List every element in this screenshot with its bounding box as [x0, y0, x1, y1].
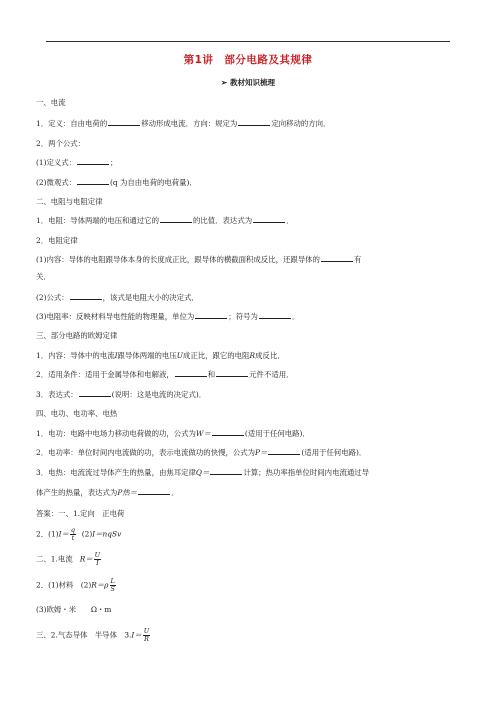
answer-law: 2．(1)材料 (2)R＝ρ $\frac{L}{S}$ — [36, 577, 115, 593]
subheading-text: 教材知识梳理 — [229, 78, 275, 87]
resistivity-line: (3)电阻率：反映材料导电性能的物理量，单位为 ；符号为 ． — [36, 312, 300, 321]
definition-line: 1．定义：自由电荷的 移动形成电流．方向：规定为 定向移动的方向． — [36, 119, 331, 128]
blank — [321, 254, 353, 262]
law-content-line: (1)内容：导体的电阻跟导体本身的长度成正比，跟导体的横截面积成反比，还跟导体的 有 — [36, 255, 362, 264]
heading-current: 一、电流 — [36, 98, 66, 107]
blank — [259, 311, 291, 319]
blank — [195, 311, 227, 319]
resistance-law-heading: 2．电阻定律 — [36, 236, 78, 245]
blank — [77, 157, 109, 165]
top-rule — [46, 41, 450, 42]
resistance-line: 1．电阻：导体两端的电压和通过它的 的比值．表达式为 ． — [36, 216, 294, 225]
definition-formula-line: (1)定义式： ； — [36, 158, 118, 167]
blank — [160, 215, 192, 223]
blank — [138, 487, 170, 495]
blank — [79, 389, 111, 397]
blank — [70, 292, 102, 300]
page-title: 第1讲 部分电路及其规律 — [183, 54, 313, 66]
blank — [238, 118, 270, 126]
expression-line: 3．表达式： (说明：这是电流的决定式)． — [36, 390, 207, 399]
heading-ohms-law: 三、部分电路的欧姆定律 — [36, 331, 118, 340]
heading-power: 四、电功、电功率、电热 — [36, 409, 118, 418]
section-subheading — [0, 77, 496, 88]
micro-formula-line: (2)微观式： (q 为自由电荷的电荷量)． — [36, 178, 197, 187]
fraction: $\frac{q}{t}$ — [70, 526, 76, 542]
law-formula-line: (2)公式： ，该式是电阻大小的决定式． — [36, 293, 199, 302]
blank — [210, 467, 242, 475]
blank — [77, 177, 109, 185]
blank — [253, 215, 285, 223]
answer-ohms: 三、2.气态导体 半导体 3.I＝ $\frac{U}{R}$ — [36, 627, 150, 643]
applicability-line: 2．适用条件：适用于金属导体和电解液， 和 元件不适用． — [36, 370, 294, 379]
answer-resistance: 二、1.电流 R＝ $\frac{U}{I}$ — [36, 551, 101, 567]
blank — [216, 369, 248, 377]
blank — [268, 447, 300, 455]
heading-resistance: 二、电阻与电阻定律 — [36, 197, 103, 206]
arrow-bullet-icon: ➢ — [221, 78, 228, 87]
fraction: $\frac{U}{R}$ — [143, 627, 150, 643]
fraction: $\frac{U}{I}$ — [94, 551, 101, 567]
fraction: $\frac{L}{S}$ — [110, 577, 115, 593]
heat-line: 3．电热：电流流过导体产生的热量，由焦耳定律Q＝ 计算；热功率指单位时间内电流通过导 — [36, 468, 370, 477]
formula-intro: 2．两个公式： — [36, 139, 86, 148]
blank — [212, 428, 244, 436]
answer-formulas: 2．(1)I＝ $\frac{q}{t}$ (2)I＝nqSv — [36, 526, 122, 542]
blank — [108, 118, 140, 126]
answer-resistivity: (3)欧姆・米 Ω・m — [36, 605, 112, 614]
ohms-content-line: 1．内容：导体中的电流I跟导体两端的电压U成正比，跟它的电阻R成反比． — [36, 351, 285, 360]
power-line: 2．电功率：单位时间内电流做的功，表示电流做功的快慢，公式为P＝ (适用于任何电路)． — [36, 448, 367, 457]
answer-line: 答案：一、1.定向 正电荷 — [36, 509, 125, 518]
work-line: 1．电功：电路中电场力移动电荷做的功，公式为W＝ (适用于任何电路)． — [36, 429, 310, 438]
blank — [175, 369, 207, 377]
law-content-cont: 关． — [36, 272, 51, 281]
heat-line-cont: 体产生的热量，表达式为P热＝ ． — [36, 488, 179, 497]
